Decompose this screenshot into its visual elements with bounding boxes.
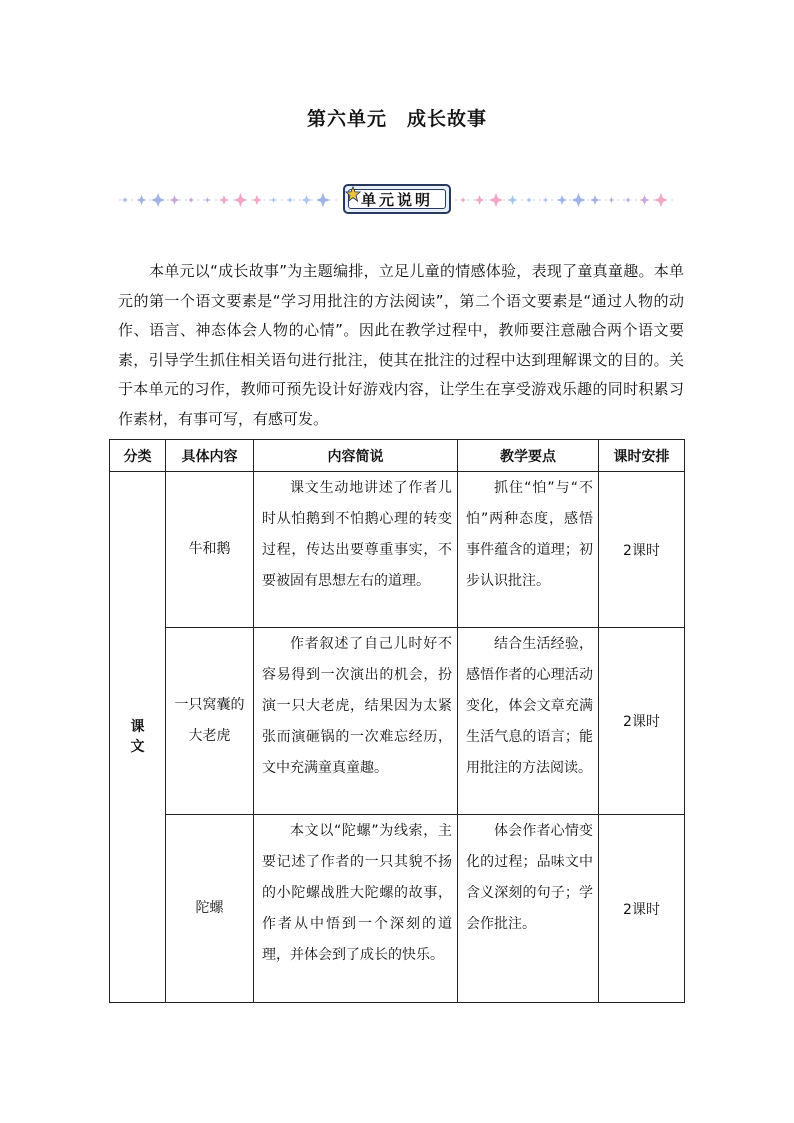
page-title: 第六单元 成长故事 [306,108,487,130]
lesson-hours: 2课时 [599,472,685,628]
sparkle-icon [609,197,615,203]
badge-label: 单元说明 [348,189,446,209]
lesson-title: 陀螺 [166,815,254,1003]
sparkle-icon [151,193,165,207]
sparkle-icon [489,193,503,207]
sparkle-icon [475,195,485,205]
category-label: 课文 [130,719,145,755]
sparkle-icon [640,195,650,205]
sparkle-icon [526,197,532,203]
lesson-summary: 本文以“陀螺”为线索，主要记述了作者的一只其貌不扬的小陀螺战胜大陀螺的故事，作者从中悟到一个深刻的道理，并体会到了成长的快乐。 [254,815,458,1003]
sparkle-icon [287,197,293,203]
lesson-key-points: 抓住“怕”与“不怕”两种态度，感悟事件蕴含的道理；初步认识批注。 [458,472,599,628]
sparkle-icon [557,195,567,205]
header-category: 分类 [110,440,166,472]
sparkle-icon [572,193,586,207]
table-row [110,472,685,628]
sparkle-icon [205,197,211,203]
lesson-key-points: 体会作者心情变化的过程；品味文中含义深刻的句子；学会作批注。 [458,815,599,1003]
sparkle-icon [302,195,312,205]
table-header-row [110,440,685,472]
sparkle-icon [625,197,631,203]
lesson-plan-table [109,439,685,1003]
category-cell [110,472,166,1003]
unit-intro-paragraph: 本单元以“成长故事”为主题编排，立足儿童的情感体验，表现了童真童趣。本单元的第一个语文要素是“学习用批注的方法阅读”，第二个语文要素是“通过人物的动作、语言、神态体会人物的心情”。因此在教学过程中，教师要注意融合两个语文要素，引导学生抓住相关语句进行批注，使其在批注的过程中达到理解课文的目的。关于本单元的习作，教师可预先设计好游戏内容，让学生在享受游戏乐趣的同时积累习作素材，有事可写，有感可发。 [118,262,684,428]
table-row [110,815,685,1003]
sparkle-icon [508,195,518,205]
sparkle-icon [316,193,330,207]
lesson-hours: 2课时 [599,815,685,1003]
lesson-summary: 作者叙述了自己儿时好不容易得到一次演出的机会，扮演一只大老虎，结果因为太紧张而演砸锅的一次难忘经历，文中充满童真童趣。 [254,628,458,815]
star-icon [345,186,361,202]
header-schedule: 课时安排 [599,440,685,472]
sparkle-icon [460,197,466,203]
sparkle-icon [188,197,194,203]
sparkle-icon [543,197,549,203]
sparkle-icon [170,195,180,205]
sparkle-icon [234,193,248,207]
sparkle-icon [122,197,128,203]
sparkle-icon [271,197,277,203]
lesson-summary: 课文生动地讲述了作者儿时从怕鹅到不怕鹅心理的转变过程，传达出要尊重事实，不要被固有思想左右的道理。 [254,472,458,628]
unit-banner [115,180,680,220]
lesson-hours: 2课时 [599,628,685,815]
header-key-points: 教学要点 [458,440,599,472]
sparkle-icon [219,195,229,205]
sparkle-icon [252,195,262,205]
sparkle-icon [590,195,600,205]
lesson-key-points: 结合生活经验，感悟作者的心理活动变化，体会文章充满生活气息的语言；能用批注的方法阅读。 [458,628,599,815]
lesson-title: 牛和鹅 [166,472,254,628]
sparkle-icon [654,193,668,207]
header-summary: 内容简说 [254,440,458,472]
unit-note-badge [343,184,451,214]
sparkle-icon [137,195,147,205]
table-row [110,628,685,815]
header-content: 具体内容 [166,440,254,472]
lesson-title: 一只窝囊的大老虎 [166,628,254,815]
